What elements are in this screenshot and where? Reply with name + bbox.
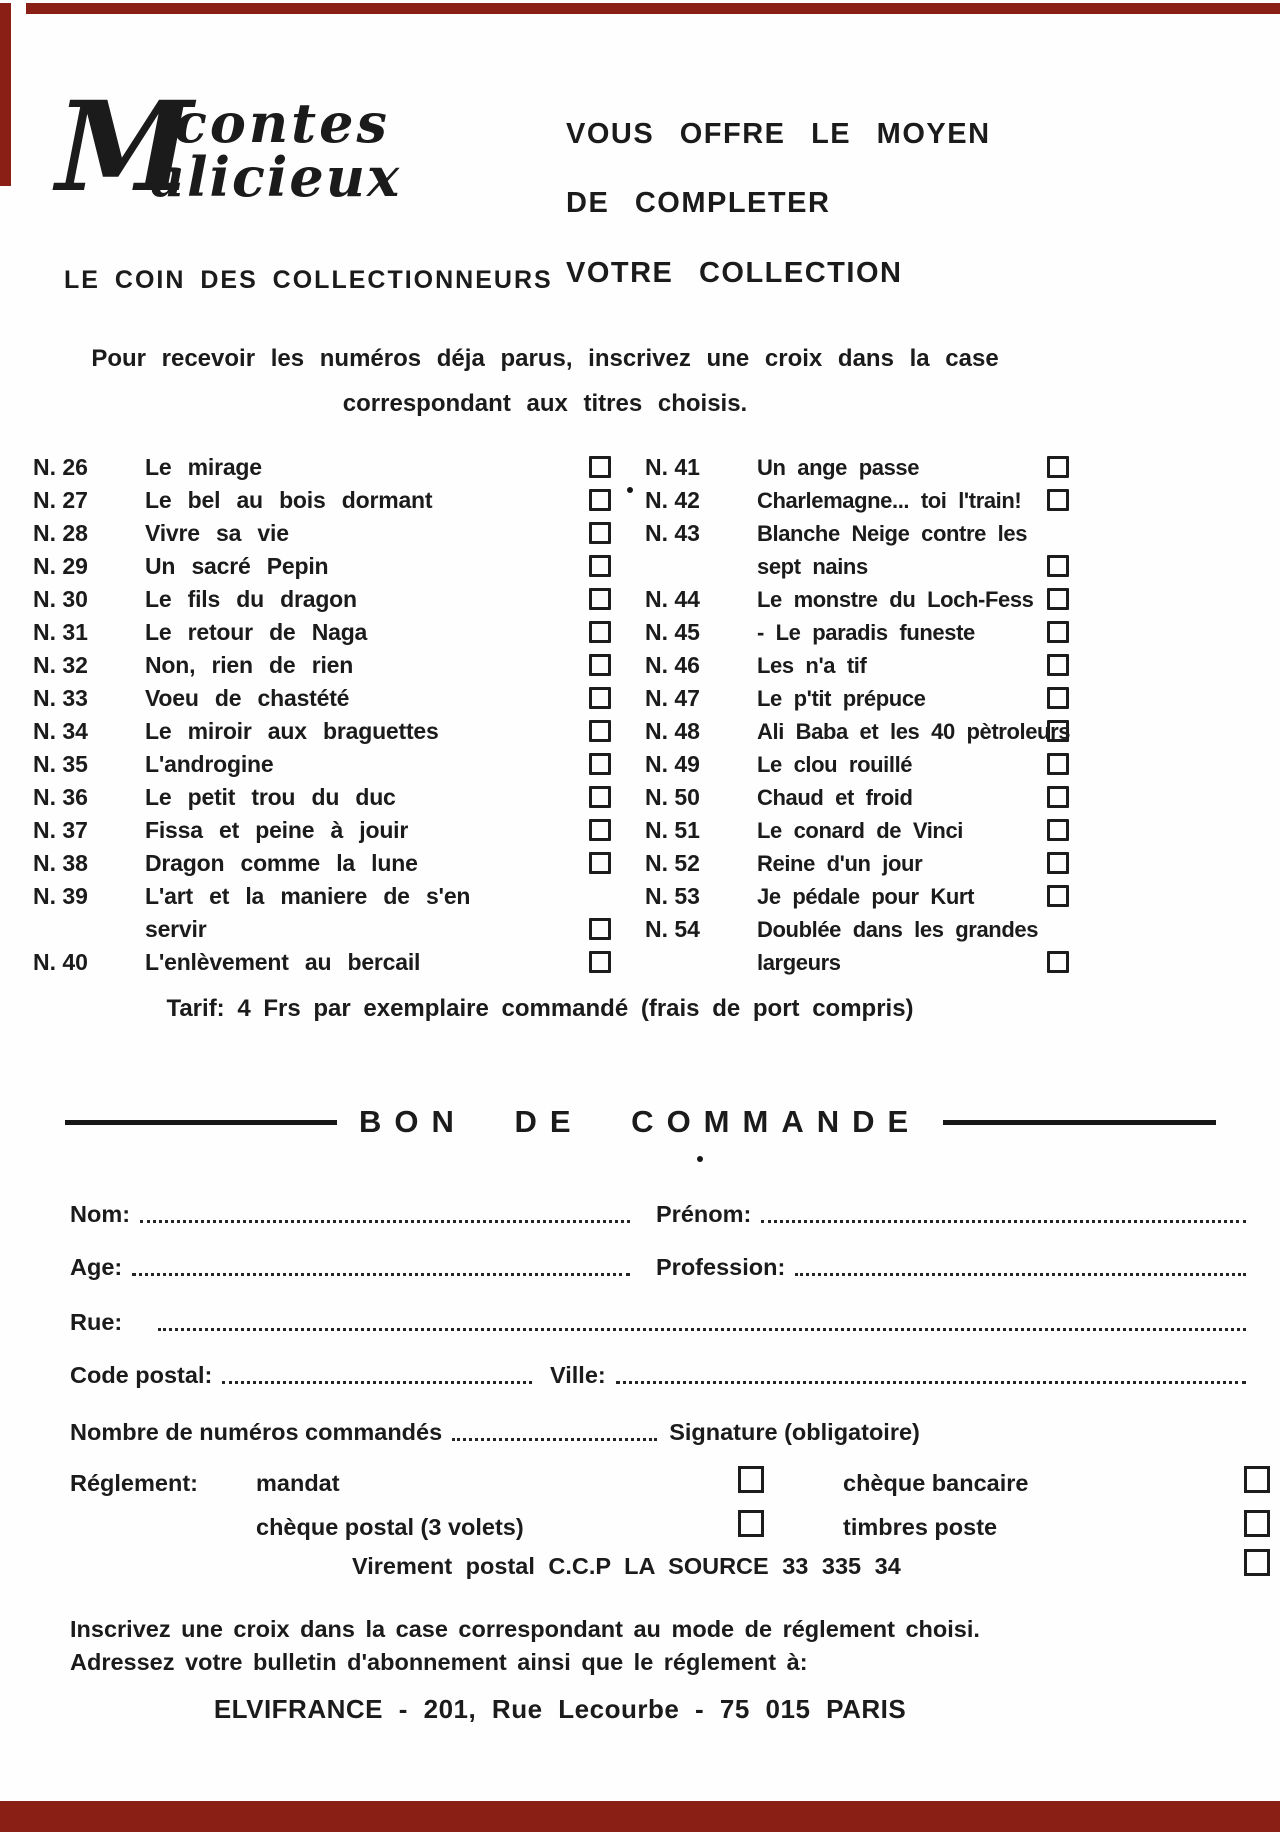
profession-field [656,1254,1246,1281]
item-number: N. 52 [645,850,700,876]
item-title: Le retour de Naga [145,619,368,645]
nom-field [70,1201,630,1228]
item-title: Reine d'un jour [757,851,923,876]
checklist-column-right [645,451,1069,979]
item-number: N. 36 [33,784,88,810]
item-number: N. 45 [645,619,700,645]
checkbox-43[interactable] [1047,555,1069,577]
checkbox-26[interactable] [589,456,611,478]
checkbox-53[interactable] [1047,885,1069,907]
item-title: Le miroir aux braguettes [145,718,439,744]
item-number: N. 51 [645,817,700,843]
item-number: N. 41 [645,454,700,480]
rue-input-line[interactable] [158,1328,1246,1331]
prenom-label: Prénom: [656,1201,752,1227]
item-number: N. 30 [33,586,88,612]
checkbox-40[interactable] [589,951,611,973]
checkbox-48[interactable] [1047,720,1069,742]
scan-edge-left [0,3,11,186]
list-item [33,682,611,715]
checkbox-32[interactable] [589,654,611,676]
item-number: N. 42 [645,487,700,513]
item-title: Un sacré Pepin [145,553,329,579]
item-number: N. 37 [33,817,88,843]
list-item [645,913,1069,979]
list-item [645,517,1069,583]
list-item [645,748,1069,781]
item-title: - Le paradis funeste [757,620,975,645]
tarif-line: Tarif: 4 Frs par exemplaire commandé (frais de port compris) [166,995,914,1022]
item-number: N. 27 [33,487,88,513]
item-number: N. 46 [645,652,700,678]
form-row-nom-prenom [70,1192,1246,1228]
offer-line-1: VOUS OFFRE LE MOYEN [566,118,991,150]
intro-paragraph [20,336,1070,426]
list-item [33,814,611,847]
checkbox-28[interactable] [589,522,611,544]
item-number: N. 32 [33,652,88,678]
checkbox-29[interactable] [589,555,611,577]
item-title: Le p'tit prépuce [757,686,926,711]
logo-word-malicieux: alicieux [150,145,402,209]
item-number: N. 38 [33,850,88,876]
list-item [33,946,611,979]
list-item [33,583,611,616]
item-title: Les n'a tif [757,653,867,678]
nombre-label: Nombre de numéros commandés [70,1419,443,1445]
item-title: Fissa et peine à jouir [145,817,409,843]
code-postal-label: Code postal: [70,1362,213,1388]
nom-input-line[interactable] [140,1220,630,1223]
list-item [645,715,1069,748]
item-title: Chaud et froid [757,785,913,810]
intro-line-1: Pour recevoir les numéros déja parus, inscrivez une croix dans la case [91,345,999,372]
collectors-corner-heading: LE COIN DES COLLECTIONNEURS [64,266,553,294]
item-number: N. 28 [33,520,88,546]
item-number: N. 35 [33,751,88,777]
offer-line-2: DE COMPLETER [566,187,831,219]
item-number: N. 44 [645,586,700,612]
item-title: Vivre sa vie [145,520,289,546]
list-item [33,484,611,517]
list-item [645,847,1069,880]
item-number: N. 49 [645,751,700,777]
rue-label: Rue: [70,1309,123,1335]
checkbox-27[interactable] [589,489,611,511]
ville-input-line[interactable] [616,1381,1246,1384]
logo-word-contes: contes [174,91,390,155]
cheque-bancaire-label: chèque bancaire [843,1470,1029,1496]
item-title: Voeu de chastété [145,685,350,711]
offer-line-3: VOTRE COLLECTION [566,257,903,289]
item-number: N. 29 [33,553,88,579]
item-title: Le clou rouillé [757,752,913,777]
age-input-line[interactable] [132,1273,630,1276]
publisher-address: ELVIFRANCE - 201, Rue Lecourbe - 75 015 PARIS [213,1694,907,1724]
item-number: N. 53 [645,883,700,909]
checkbox-cheque-bancaire[interactable] [1244,1466,1270,1493]
item-title: L'androgine [145,751,274,777]
item-title: Charlemagne... toi l'train! [757,488,1022,513]
checkbox-virement[interactable] [1244,1549,1270,1576]
list-item [645,814,1069,847]
item-title: Le monstre du Loch-Fess [757,587,1034,612]
checkbox-38[interactable] [589,852,611,874]
item-title: Ali Baba et les 40 pètroleurs [757,719,1071,744]
checkbox-mandat[interactable] [738,1466,764,1493]
reglement-label: Réglement: [70,1470,198,1496]
list-item [645,451,1069,484]
list-item [645,649,1069,682]
list-item [645,880,1069,913]
item-number: N. 48 [645,718,700,744]
title-rule-left [65,1120,337,1125]
checkbox-54[interactable] [1047,951,1069,973]
list-item [645,781,1069,814]
cheque-postal-label: chèque postal (3 volets) [256,1514,524,1540]
checkbox-37[interactable] [589,819,611,841]
list-item [645,484,1069,517]
form-row-rue [70,1300,1246,1336]
nombre-input-line[interactable] [452,1438,657,1441]
form-row-codepostal-ville [70,1353,1246,1389]
list-item [33,847,611,880]
intro-line-2: correspondant aux titres choisis. [342,390,748,417]
item-number: N. 40 [33,949,88,975]
checkbox-42[interactable] [1047,489,1069,511]
item-title: Dragon comme la lune [145,850,418,876]
item-title: Le petit trou du duc [145,784,396,810]
signature-label: Signature (obligatoire) [669,1419,920,1445]
checkbox-39[interactable] [589,918,611,940]
rue-field [70,1309,1246,1336]
item-title: L'art et la maniere de s'en servir [145,883,471,942]
scan-edge-bottom [0,1801,1280,1832]
nom-label: Nom: [70,1201,131,1227]
list-item [33,748,611,781]
prenom-input-line[interactable] [761,1220,1246,1223]
checkbox-41[interactable] [1047,456,1069,478]
checkbox-35[interactable] [589,753,611,775]
form-row-nombre-signature [70,1410,1246,1446]
checkbox-30[interactable] [589,588,611,610]
order-title-band [65,1104,1216,1140]
item-title: Le conard de Vinci [757,818,964,843]
checkbox-45[interactable] [1047,621,1069,643]
checkbox-36[interactable] [589,786,611,808]
checkbox-34[interactable] [589,720,611,742]
checkbox-cheque-postal[interactable] [738,1510,764,1537]
list-item [33,517,611,550]
artifact-dot [697,1156,703,1162]
checkbox-51[interactable] [1047,819,1069,841]
timbres-poste-label: timbres poste [843,1514,998,1540]
item-number: N. 33 [33,685,88,711]
virement-label: Virement postal C.C.P LA SOURCE 33 335 34 [352,1553,901,1579]
item-number: N. 26 [33,454,88,480]
list-item [33,616,611,649]
prenom-field [656,1201,1246,1228]
list-item [645,682,1069,715]
item-title: Blanche Neige contre les sept nains [757,521,1028,579]
checkbox-timbres-poste[interactable] [1244,1510,1270,1537]
code-postal-input-line[interactable] [222,1381,532,1384]
checkbox-31[interactable] [589,621,611,643]
footer-note-line-1: Inscrivez une croix dans la case correspondant au mode de réglement choisi. [70,1616,980,1642]
item-title: Le mirage [145,454,262,480]
age-label: Age: [70,1254,123,1280]
list-item [33,781,611,814]
item-number: N. 43 [645,520,700,546]
list-item [33,649,611,682]
list-item [33,550,611,583]
order-title: BON DE COMMANDE [359,1104,922,1139]
profession-label: Profession: [656,1254,786,1280]
ville-field [550,1362,1246,1389]
checklist-column-left [33,451,611,979]
item-number: N. 50 [645,784,700,810]
artifact-dot [627,487,633,493]
checkbox-44[interactable] [1047,588,1069,610]
scan-edge-top [26,3,1280,14]
checkbox-52[interactable] [1047,852,1069,874]
checkbox-47[interactable] [1047,687,1069,709]
item-number: N. 31 [33,619,88,645]
item-title: Le fils du dragon [145,586,357,612]
item-title: Non, rien de rien [145,652,354,678]
title-rule-right [943,1120,1216,1125]
list-item [33,451,611,484]
item-title: Doublée dans les grandes largeurs [757,917,1039,975]
list-item [645,616,1069,649]
item-title: L'enlèvement au bercail [145,949,421,975]
item-number: N. 47 [645,685,700,711]
age-field [70,1254,630,1281]
checkbox-33[interactable] [589,687,611,709]
item-title: Un ange passe [757,455,920,480]
checkbox-46[interactable] [1047,654,1069,676]
item-number: N. 54 [645,916,700,942]
mandat-label: mandat [256,1470,340,1496]
item-title: Le bel au bois dormant [145,487,433,513]
profession-input-line[interactable] [795,1273,1246,1276]
footer-note-line-2: Adressez votre bulletin d'abonnement ainsi que le réglement à: [70,1649,808,1675]
list-item [33,880,611,946]
list-item [33,715,611,748]
item-number: N. 39 [33,883,88,909]
checkbox-50[interactable] [1047,786,1069,808]
list-item [645,583,1069,616]
checkbox-49[interactable] [1047,753,1069,775]
item-number: N. 34 [33,718,88,744]
item-title: Je pédale pour Kurt [757,884,974,909]
form-row-age-profession [70,1245,1246,1281]
code-postal-field [70,1362,532,1389]
logo-initial: M [56,75,194,220]
ville-label: Ville: [550,1362,606,1388]
